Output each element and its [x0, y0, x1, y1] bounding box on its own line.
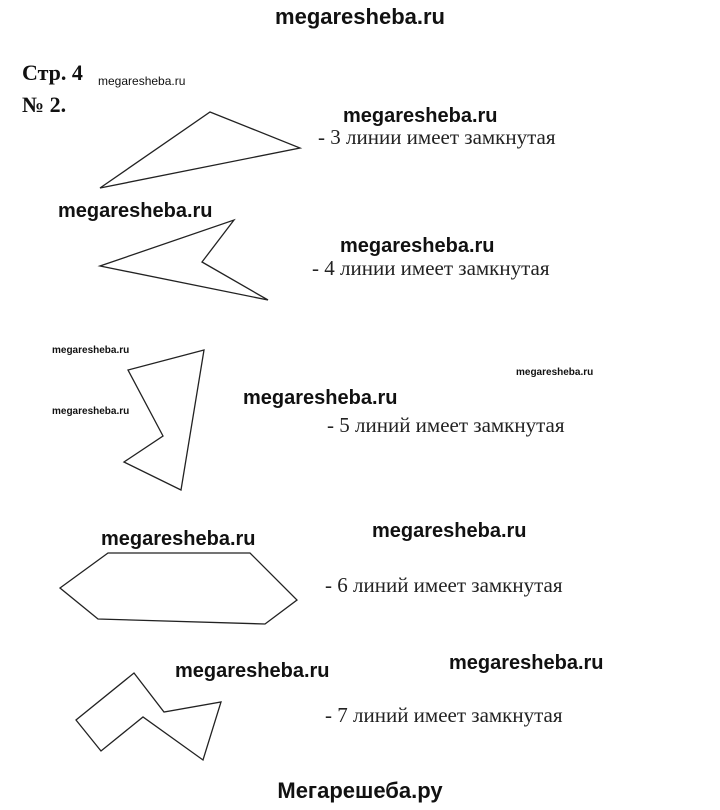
watermark: megaresheba.ru: [372, 520, 527, 542]
shape-description-hexagon: - 6 линий имеет замкнутая: [325, 573, 563, 597]
watermark: megaresheba.ru: [52, 345, 130, 356]
footer-site: Мегарешеба.ру: [277, 778, 443, 803]
shape-description-triangle: - 3 линии имеет замкнутая: [318, 125, 556, 149]
watermark: megaresheba.ru: [516, 367, 594, 378]
watermark: megaresheba.ru: [343, 105, 498, 127]
watermark: megaresheba.ru: [52, 406, 130, 417]
header-site: megaresheba.ru: [275, 4, 445, 29]
watermark: megaresheba.ru: [101, 528, 256, 550]
shape-heptagon: [76, 673, 221, 760]
shape-description-pentagon: - 5 линий имеет замкнутая: [327, 413, 565, 437]
shape-quadrilateral: [100, 220, 268, 300]
shape-hexagon: [60, 553, 297, 624]
page-number: Стр. 4: [22, 60, 83, 85]
watermark: megaresheba.ru: [175, 660, 330, 682]
watermark: megaresheba.ru: [58, 200, 213, 222]
exercise-number: № 2.: [22, 92, 67, 117]
shape-pentagon: [124, 350, 204, 490]
shape-description-heptagon: - 7 линий имеет замкнутая: [325, 703, 563, 727]
shape-description-quadrilateral: - 4 линии имеет замкнутая: [312, 256, 550, 280]
watermark: megaresheba.ru: [340, 235, 495, 257]
shape-triangle: [100, 112, 300, 188]
watermark: megaresheba.ru: [243, 387, 398, 409]
page-number-watermark: megaresheba.ru: [98, 74, 186, 88]
watermark: megaresheba.ru: [449, 652, 604, 674]
